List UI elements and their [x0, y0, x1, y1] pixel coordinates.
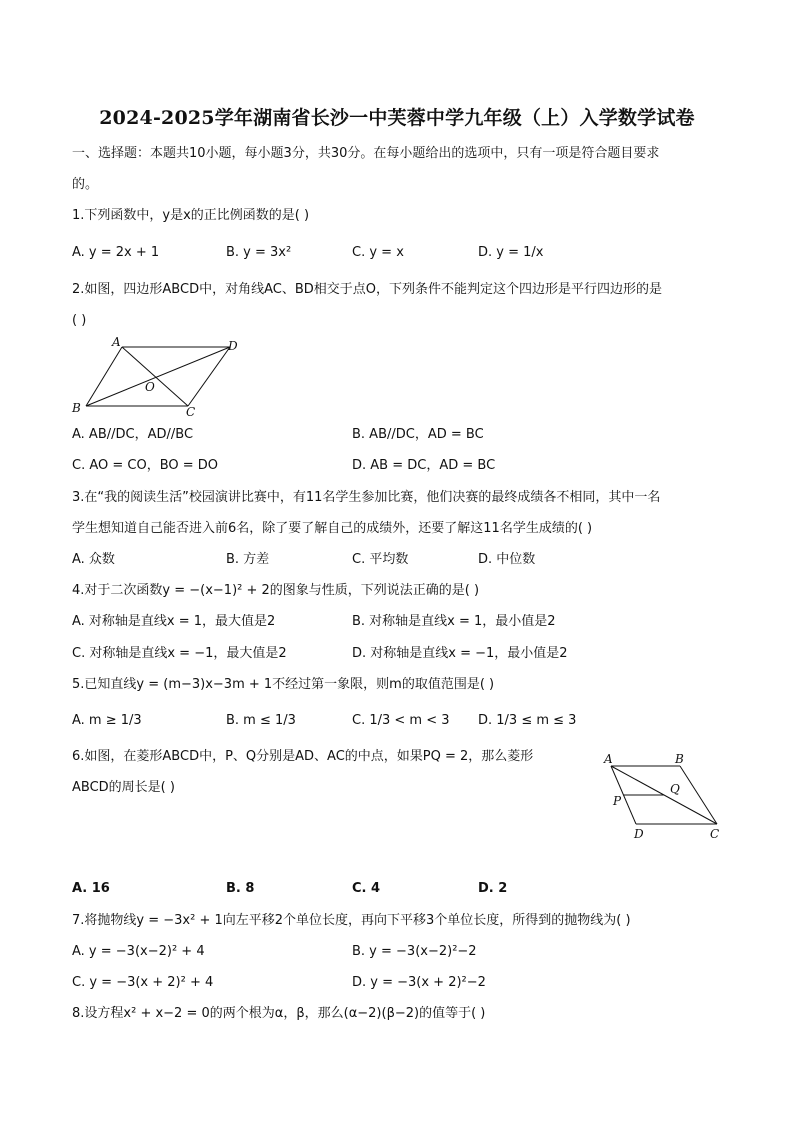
q4-option-a: A. 对称轴是直线x = 1，最大值是2 [72, 614, 276, 629]
q3-stem-line2: 学生想知道自己能否进入前6名，除了要了解自己的成绩外，还要了解这11名学生成绩的( ) [72, 521, 593, 536]
q3-option-d: D. 中位数 [478, 552, 536, 567]
q2-label-b: B [72, 401, 81, 415]
q6-edge-bc [680, 766, 717, 824]
q1-stem: 1.下列函数中，y是x的正比例函数的是( ) [72, 208, 310, 223]
q6-label-p: P [613, 794, 622, 808]
q6-label-q: Q [670, 782, 680, 796]
q6-stem-line1: 6.如图，在菱形ABCD中，P、Q分别是AD、AC的中点，如果PQ = 2，那么菱形 [72, 749, 534, 764]
q6-rhombus-figure [600, 748, 730, 844]
q4-option-c: C. 对称轴是直线x = −1，最大值是2 [72, 646, 287, 661]
q2-parallelogram-figure [70, 334, 250, 418]
q7-option-c: C. y = −3(x + 2)² + 4 [72, 975, 214, 990]
q2-label-c: C [186, 405, 196, 418]
q7-option-b: B. y = −3(x−2)²−2 [352, 944, 477, 959]
q2-label-d: D [228, 339, 238, 353]
q6-label-d: D [634, 827, 644, 841]
q2-edge-ab [86, 347, 122, 406]
q4-option-d: D. 对称轴是直线x = −1，最小值是2 [352, 646, 568, 661]
q4-option-b: B. 对称轴是直线x = 1，最小值是2 [352, 614, 556, 629]
q7-option-d: D. y = −3(x + 2)²−2 [352, 975, 486, 990]
q7-stem: 7.将抛物线y = −3x² + 1向左平移2个单位长度，再向下平移3个单位长度，所得到的抛物线为( ) [72, 913, 631, 928]
section-instructions-line2: 的。 [72, 177, 99, 192]
q6-label-c: C [710, 827, 720, 841]
q1-option-d: D. y = 1/x [478, 245, 544, 260]
q6-option-d: D. 2 [478, 881, 508, 896]
q1-option-b: B. y = 3x² [226, 245, 292, 260]
q5-option-c: C. 1/3 < m < 3 [352, 713, 450, 728]
q2-option-b: B. AB//DC，AD = BC [352, 427, 484, 442]
q5-option-a: A. m ≥ 1/3 [72, 713, 142, 728]
q5-option-d: D. 1/3 ≤ m ≤ 3 [478, 713, 577, 728]
q2-label-o: O [145, 380, 155, 394]
q6-stem-line2: ABCD的周长是( ) [72, 780, 175, 795]
q2-diagonal-ac [122, 347, 188, 406]
q2-label-a: A [112, 335, 121, 349]
q5-stem: 5.已知直线y = (m−3)x−3m + 1不经过第一象限，则m的取值范围是( ) [72, 677, 495, 692]
q7-option-a: A. y = −3(x−2)² + 4 [72, 944, 205, 959]
q6-label-b: B [675, 752, 684, 766]
q2-stem-line1: 2.如图，四边形ABCD中，对角线AC、BD相交于点O，下列条件不能判定这个四边形是平行四边形的是 [72, 282, 662, 297]
q4-stem: 4.对于二次函数y = −(x−1)² + 2的图象与性质，下列说法正确的是( ) [72, 583, 480, 598]
q3-option-a: A. 众数 [72, 552, 115, 567]
section-instructions-line1: 一、选择题：本题共10小题，每小题3分，共30分。在每小题给出的选项中，只有一项是符合题目要求 [72, 146, 660, 161]
exam-title: 2024-2025学年湖南省长沙一中芙蓉中学九年级（上）入学数学试卷 [99, 107, 695, 129]
q1-option-a: A. y = 2x + 1 [72, 245, 160, 260]
q3-option-c: C. 平均数 [352, 552, 409, 567]
q6-option-b: B. 8 [226, 881, 255, 896]
q2-option-c: C. AO = CO，BO = DO [72, 458, 219, 473]
q6-label-a: A [604, 752, 613, 766]
q1-option-c: C. y = x [352, 245, 404, 260]
q6-option-c: C. 4 [352, 881, 381, 896]
q3-stem-line1: 3.在“我的阅读生活”校园演讲比赛中，有11名学生参加比赛，他们决赛的最终成绩各不相同，其中一名 [72, 490, 661, 505]
q3-option-b: B. 方差 [226, 552, 270, 567]
q6-option-a: A. 16 [72, 881, 110, 896]
q2-option-d: D. AB = DC，AD = BC [352, 458, 496, 473]
q2-stem-line2: ( ) [72, 313, 87, 328]
q8-stem: 8.设方程x² + x−2 = 0的两个根为α，β，那么(α−2)(β−2)的值等于( ) [72, 1006, 486, 1021]
q2-option-a: A. AB//DC，AD//BC [72, 427, 194, 442]
q5-option-b: B. m ≤ 1/3 [226, 713, 296, 728]
